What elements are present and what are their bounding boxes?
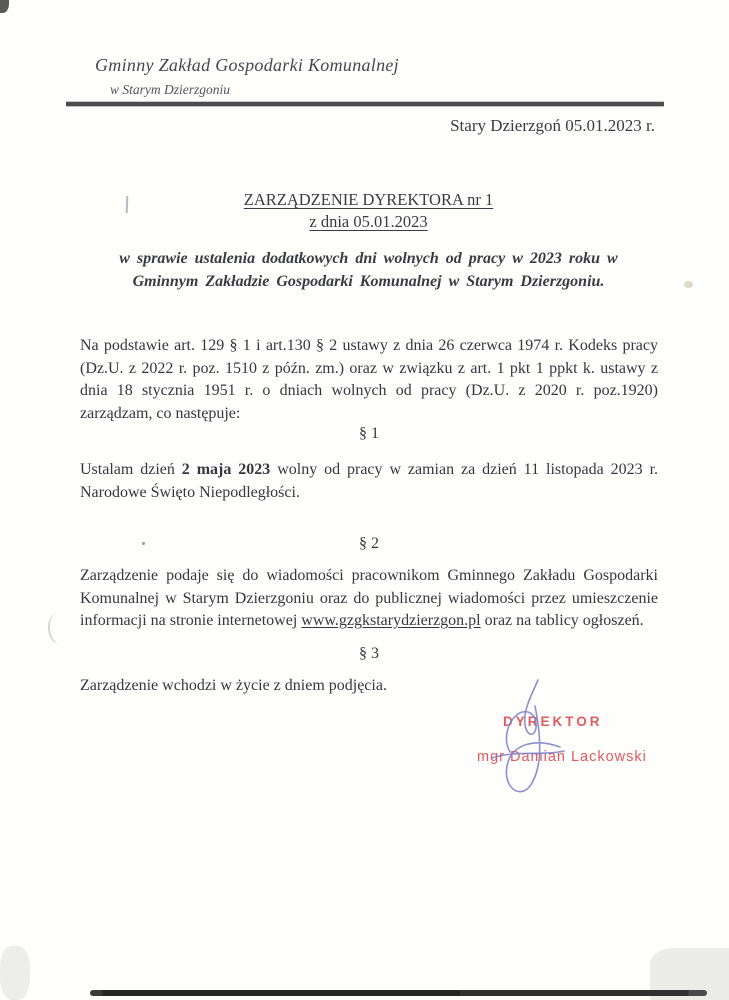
scan-artifact-bottom-line	[90, 990, 707, 996]
scan-artifact-blob-left	[0, 946, 30, 1000]
section-2-heading: § 2	[359, 535, 379, 552]
section-3-paragraph: Zarządzenie wchodzi w życie z dniem podjęcia.	[80, 677, 387, 694]
section-1-heading: § 1	[359, 425, 379, 442]
dateline: Stary Dzierzgoń 05.01.2023 r.	[450, 116, 655, 135]
scan-artifact-corner	[0, 0, 9, 13]
document-title-line1: ZARZĄDZENIE DYREKTORA nr 1	[243, 190, 494, 209]
director-stamp-name: mgr Damian Lackowski	[477, 749, 647, 765]
section-3-heading: § 3	[359, 645, 379, 662]
director-stamp-title: DYREKTOR	[503, 714, 603, 729]
section-1-bold-date: 2 maja 2023	[181, 461, 271, 478]
preamble-paragraph: Na podstawie art. 129 § 1 i art.130 § 2 ustawy z dnia 26 czerwca 1974 r. Kodeks pracy (Dz.U. z 2022 r. poz. 1510 z późn. zm.) oraz w związku z art. 1 pkt 1 ppkt k. ustawy z dnia 18 stycznia 1951 r. o dniach wolnych od pracy (Dz.U. z 2020 r. poz.1920) zarządzam, co następuje:	[80, 337, 658, 422]
handwritten-signature-ink	[480, 662, 600, 807]
section-2-text-after: oraz na tablicy ogłoszeń.	[480, 612, 644, 629]
letterhead-rule	[66, 101, 664, 107]
document-title-line2: z dnia 05.01.2023	[309, 212, 428, 231]
letterhead-org-location: w Starym Dzierzgoniu	[110, 82, 231, 97]
scan-artifact-blob-right	[650, 948, 729, 1000]
scan-artifact-curve	[46, 613, 70, 645]
section-1-paragraph	[80, 459, 658, 504]
section-1-text-after: wolny od pracy w zamian za dzień 11 listopada 2023 r. Narodowe Święto Niepodległości.	[80, 461, 659, 501]
scan-artifact-smudge	[684, 281, 693, 288]
document-subject: w sprawie ustalenia dodatkowych dni wolnych od pracy w 2023 roku w Gminnym Zakładzie Gospodarki Komunalnej w Starym Dzierzgoniu.	[119, 250, 618, 290]
letterhead-org-name: Gminny Zakład Gospodarki Komunalnej	[95, 55, 399, 75]
section-2-text-before: Zarządzenie podaje się do wiadomości pracownikom Gminnego Zakładu Gospodarki Komunalnej w Starym Dzierzgoniu oraz do publicznej wiadomości przez umieszczenie informacji na stronie internetowej	[80, 567, 658, 629]
section-1-text-before: Ustalam dzień	[80, 461, 182, 478]
section-2-paragraph	[80, 565, 658, 633]
document-title	[80, 189, 657, 233]
website-link: www.gzgkstarydzierzgon.pl	[301, 612, 481, 629]
